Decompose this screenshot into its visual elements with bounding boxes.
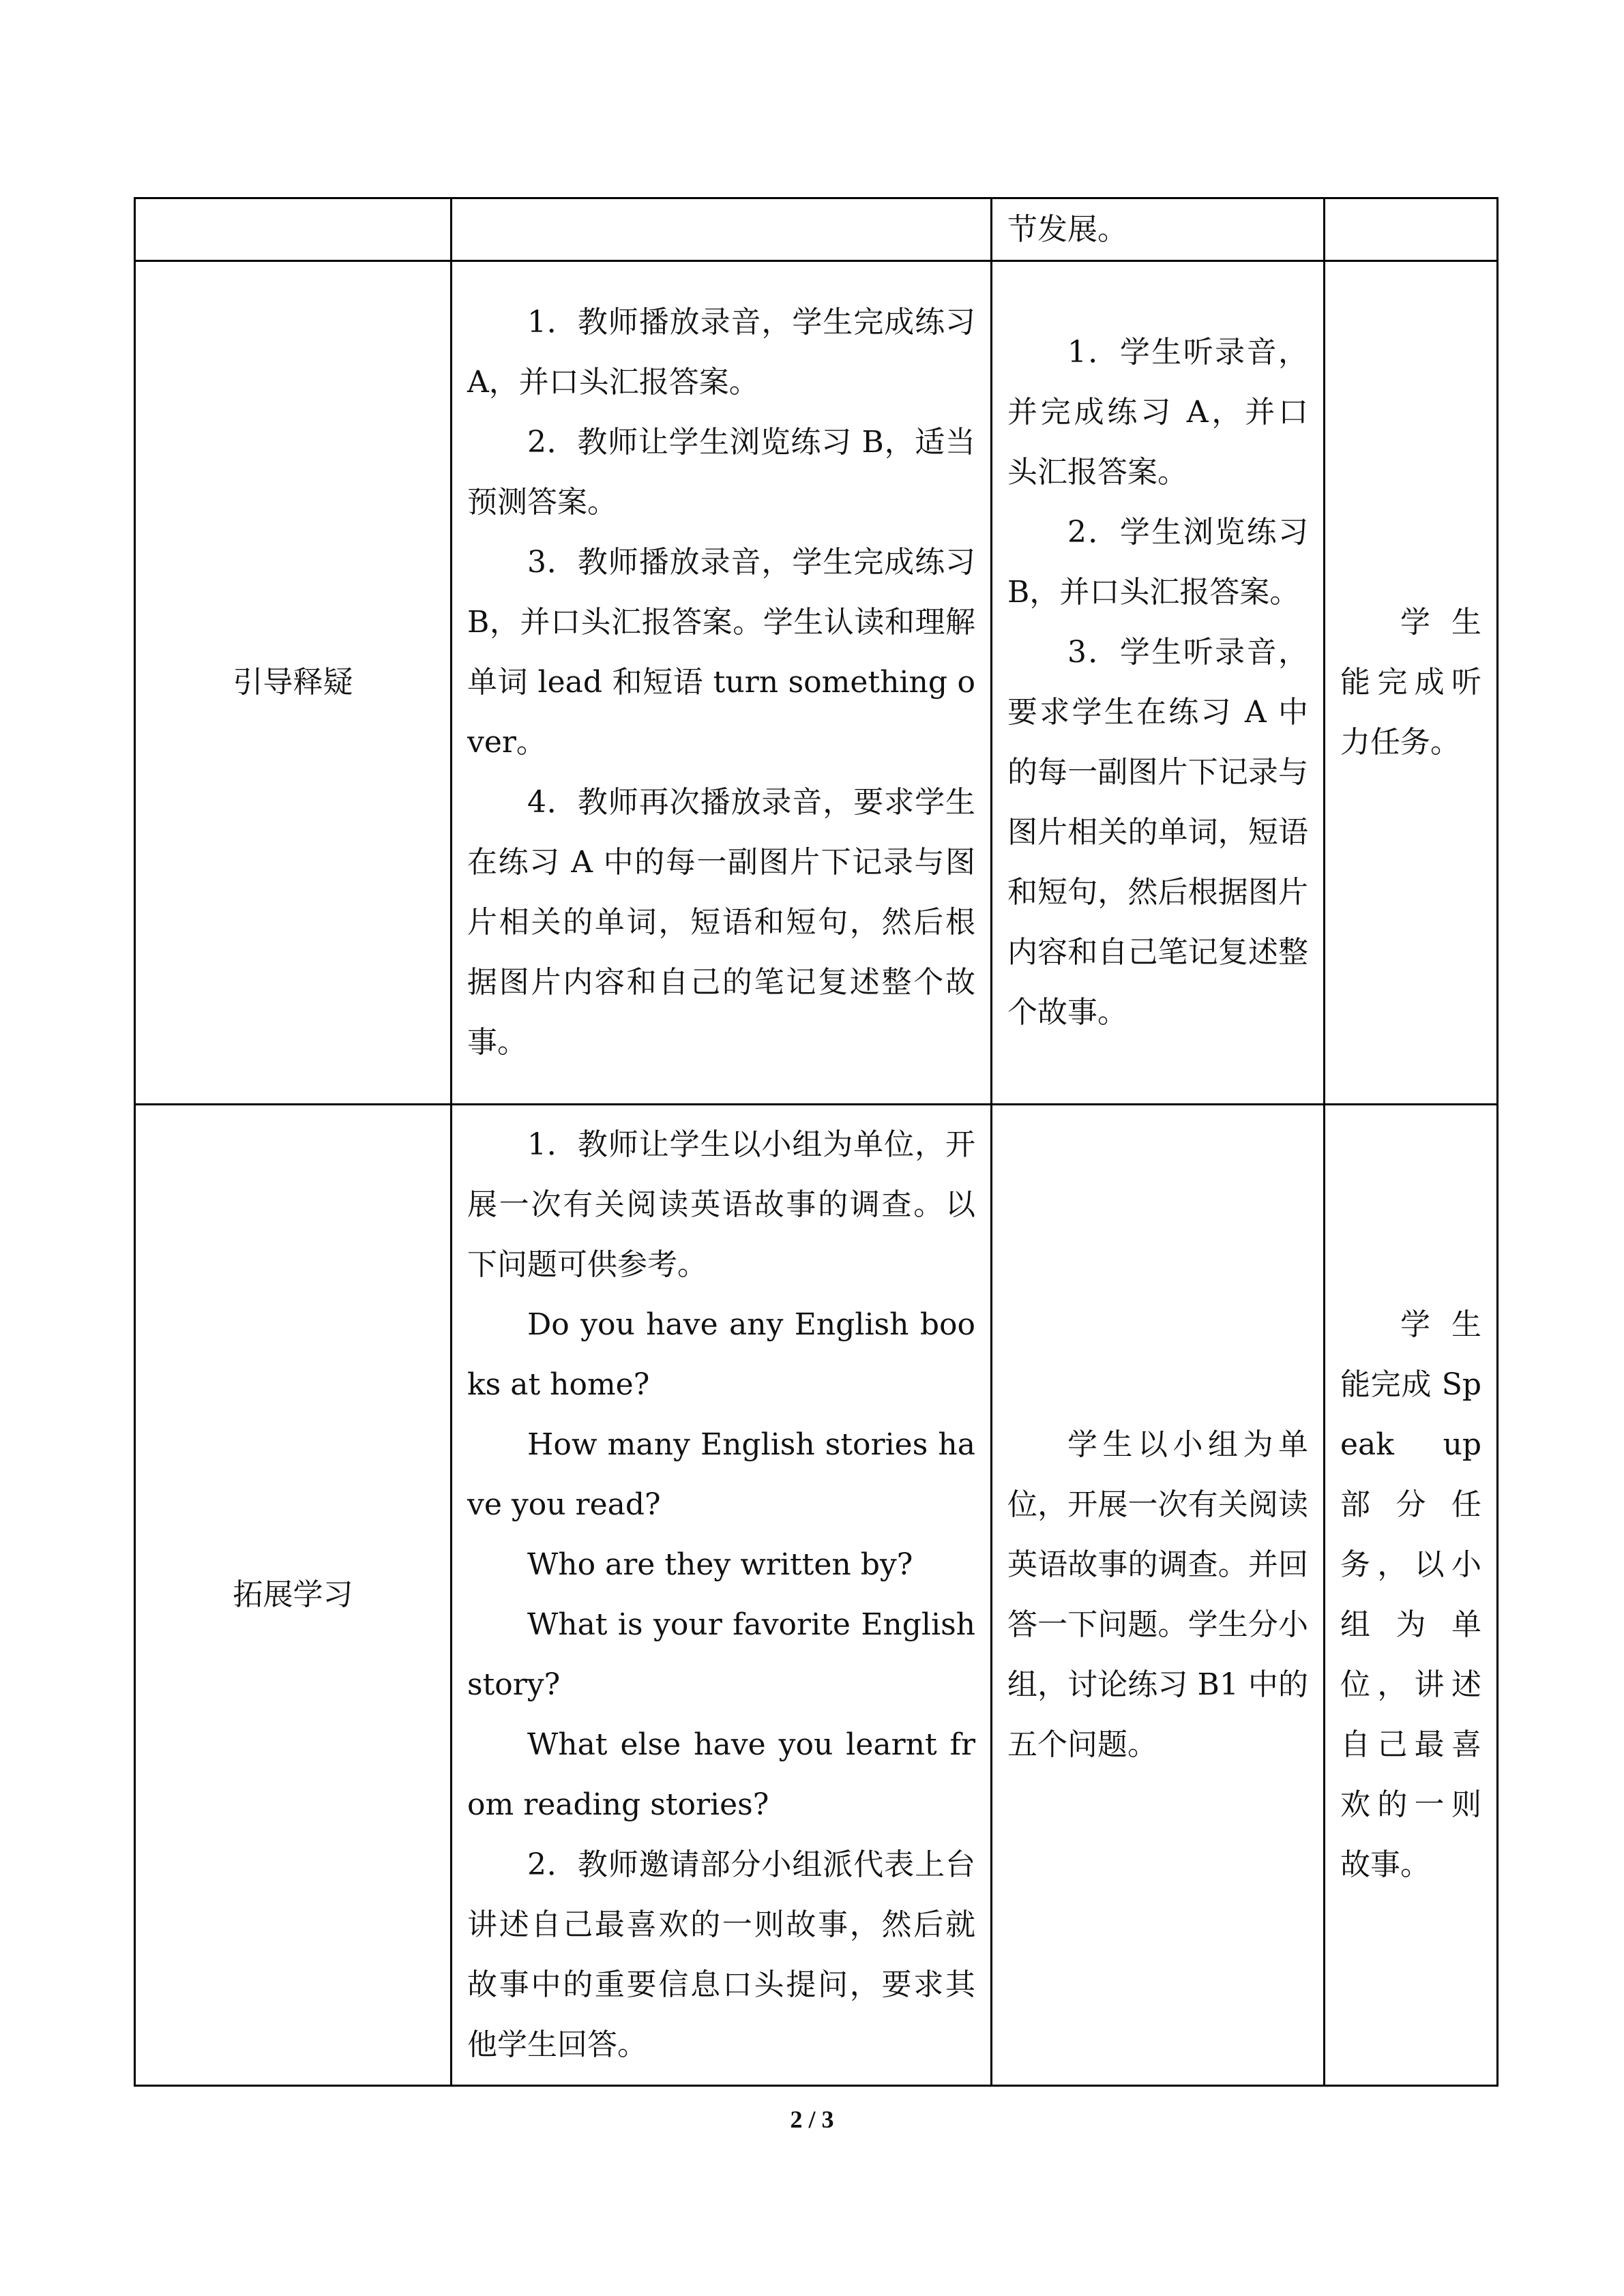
purpose-paragraph: 学生能完成 Speak up 部分任务，以小组为单位，讲述自己最喜欢的一则故事。 — [1340, 1307, 1481, 1882]
teacher-activity-cell — [452, 261, 992, 1105]
teacher-question: What is your favorite English story? — [467, 1607, 975, 1702]
student-paragraph: 学生以小组为单位，开展一次有关阅读英语故事的调查。并回答一下问题。学生分小组，讨论练习 B1 中的五个问题。 — [1007, 1427, 1308, 1762]
teacher-paragraph: 3．教师播放录音，学生完成练习 B，并口头汇报答案。学生认读和理解单词 lead 和短语 turn something over。 — [467, 545, 975, 760]
teacher-paragraph: 2．教师让学生浏览练习 B，适当预测答案。 — [467, 425, 975, 520]
page-number: 2 / 3 — [790, 2106, 834, 2133]
teacher-paragraph: 1．教师让学生以小组为单位，开展一次有关阅读英语故事的调查。以下问题可供参考。 — [467, 1127, 975, 1282]
purpose-paragraph: 学生能完成听力任务。 — [1340, 605, 1481, 760]
teacher-paragraph: 1．教师播放录音，学生完成练习 A，并口头汇报答案。 — [467, 305, 975, 400]
stage-label: 引导释疑 — [233, 665, 353, 700]
student-activity-cell — [992, 261, 1325, 1105]
student-paragraph: 3．学生听录音，要求学生在练习 A 中的每一副图片下记录与图片相关的单词，短语和短句，然后根据图片内容和自己笔记复述整个故事。 — [1007, 635, 1308, 1030]
student-activity-cell — [992, 1105, 1325, 2086]
teacher-paragraph: 4．教师再次播放录音，要求学生在练习 A 中的每一副图片下记录与图片相关的单词，短语和短句，然后根据图片内容和自己的笔记复述整个故事。 — [467, 785, 975, 1060]
purpose-cell — [1325, 198, 1498, 261]
teacher-activity-cell — [452, 198, 992, 261]
student-paragraph: 节发展。 — [1007, 211, 1127, 247]
teacher-question: How many English stories have you read? — [467, 1427, 975, 1522]
student-paragraph: 1．学生听录音，并完成练习 A，并口头汇报答案。 — [1007, 335, 1308, 490]
stage-cell — [135, 261, 452, 1105]
purpose-cell — [1325, 1105, 1498, 2086]
lesson-plan-table — [134, 197, 1498, 2087]
teacher-question: Do you have any English books at home? — [467, 1307, 975, 1402]
teacher-question: Who are they written by? — [527, 1547, 913, 1582]
table-row — [135, 1105, 1498, 2086]
student-activity-cell — [992, 198, 1325, 261]
table-row — [135, 198, 1498, 261]
teacher-activity-cell — [452, 1105, 992, 2086]
purpose-cell — [1325, 261, 1498, 1105]
stage-cell — [135, 198, 452, 261]
student-paragraph: 2．学生浏览练习 B，并口头汇报答案。 — [1007, 515, 1308, 610]
stage-label: 拓展学习 — [233, 1577, 353, 1612]
table-row — [135, 261, 1498, 1105]
teacher-question: What else have you learnt from reading stories? — [467, 1727, 975, 1822]
teacher-paragraph: 2．教师邀请部分小组派代表上台讲述自己最喜欢的一则故事，然后就故事中的重要信息口头提问，要求其他学生回答。 — [467, 1847, 975, 2062]
stage-cell — [135, 1105, 452, 2086]
